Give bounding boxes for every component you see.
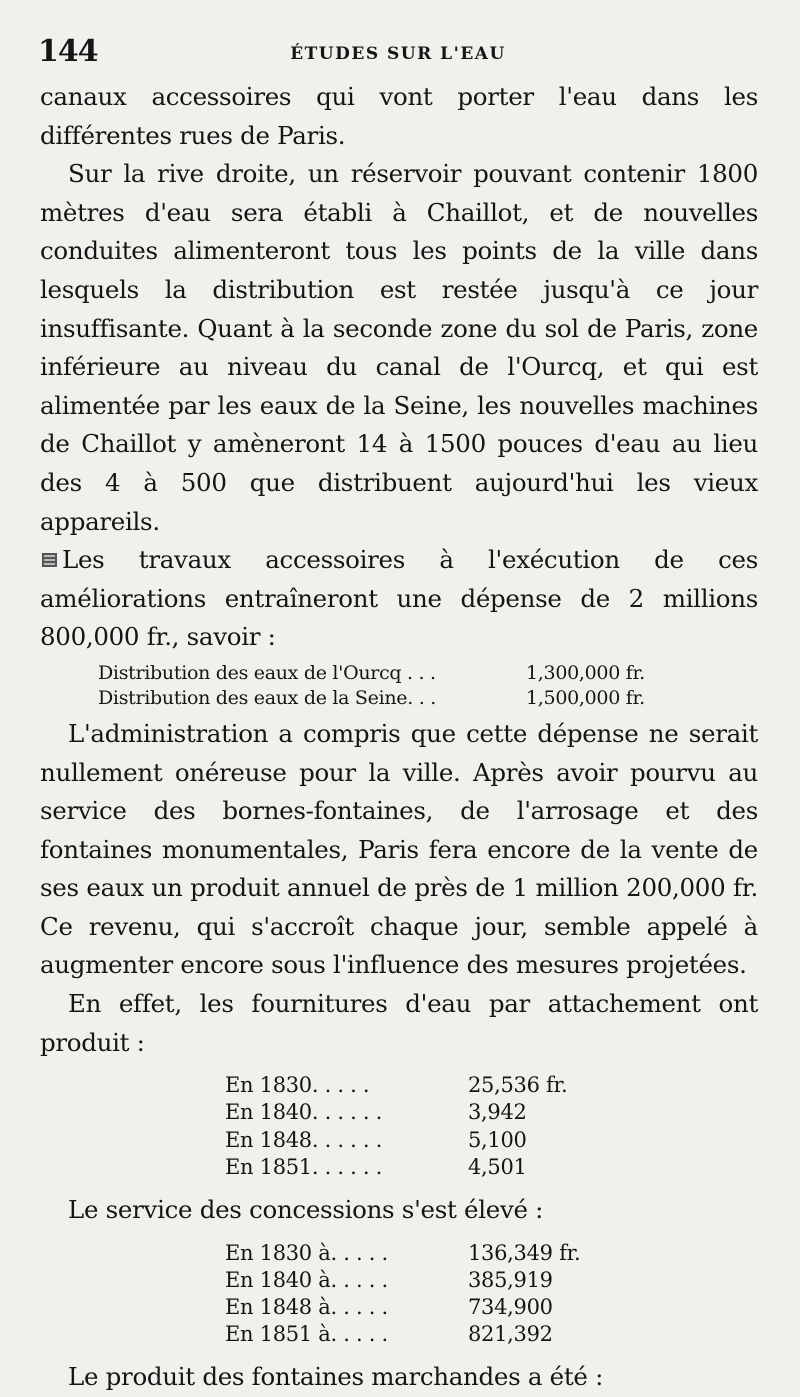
row-amount: 1,500,000 fr. bbox=[526, 686, 645, 709]
row-label: Distribution des eaux de l'Ourcq . . . bbox=[98, 661, 436, 684]
table-row bbox=[225, 1267, 758, 1294]
row-label: Distribution des eaux de la Seine. . . bbox=[98, 686, 436, 709]
row-amount: 136,349 fr. bbox=[468, 1240, 581, 1265]
row-label: En 1840 à. . . . . bbox=[225, 1267, 388, 1292]
paragraph-5: En effet, les fournitures d'eau par attachement ont produit : bbox=[40, 989, 758, 1057]
paragraph-2: Sur la rive droite, un réservoir pouvant contenir 1800 mètres d'eau sera établi à Chaillot, et de nouvelles conduites alimenteront tous les points de la ville dans lesquels la distribution est restée jusqu'à ce jour insuffisante. Quant à la seconde zone du sol de Paris, zone inférieure au niveau du canal de l'Ourcq, et qui est alimentée par les eaux de la Seine, les nouvelles machines de Chaillot y amèneront 14 à 1500 pouces d'eau au lieu des 4 à 500 que distribuent aujourd'hui les vieux appareils. bbox=[40, 159, 758, 536]
row-label: En 1851 à. . . . . bbox=[225, 1322, 388, 1347]
row-amount: 5,100 bbox=[468, 1127, 527, 1152]
fournitures-table bbox=[225, 1072, 758, 1181]
row-amount: 3,942 bbox=[468, 1100, 527, 1125]
concessions-table bbox=[225, 1240, 758, 1349]
paragraph-3-wrapper bbox=[40, 541, 758, 657]
table-row bbox=[225, 1321, 758, 1348]
table-row bbox=[225, 1072, 758, 1099]
row-label: En 1840. . . . . . bbox=[225, 1100, 383, 1125]
distribution-table bbox=[98, 661, 758, 711]
page-number: 144 bbox=[38, 34, 98, 69]
row-label: En 1848 à. . . . . bbox=[225, 1295, 388, 1320]
table-row bbox=[225, 1240, 758, 1267]
table-row bbox=[225, 1294, 758, 1321]
page-header bbox=[38, 34, 758, 74]
running-head: ÉTUDES SUR L'EAU bbox=[290, 44, 506, 64]
body-text bbox=[40, 78, 758, 1397]
paragraph-4: L'administration a compris que cette dépense ne serait nullement onéreuse pour la ville. Après avoir pourvu au service des bornes-fontaines, de l'arrosage et des fontaines monumentales, Paris fera encore de la vente de ses eaux un produit annuel de près de 1 million 200,000 fr. Ce revenu, qui s'accroît chaque jour, semble appelé à augmenter encore sous l'influence des mesures projetées. bbox=[40, 718, 758, 980]
paragraph-7: Le produit des fontaines marchandes a été : bbox=[68, 1362, 604, 1392]
row-label: En 1830 à. . . . . bbox=[225, 1240, 388, 1265]
table-row bbox=[98, 661, 758, 686]
printer-ornament-icon bbox=[40, 543, 60, 563]
row-label: En 1851. . . . . . bbox=[225, 1154, 383, 1179]
row-label: En 1848. . . . . . bbox=[225, 1127, 383, 1152]
row-amount: 734,900 bbox=[468, 1295, 553, 1320]
table-row bbox=[225, 1099, 758, 1126]
row-amount: 821,392 bbox=[468, 1322, 553, 1347]
table-row bbox=[225, 1154, 758, 1181]
row-label: En 1830. . . . . bbox=[225, 1073, 370, 1098]
row-amount: 25,536 fr. bbox=[468, 1073, 568, 1098]
paragraph-6: Le service des concessions s'est élevé : bbox=[68, 1195, 544, 1225]
table-row bbox=[98, 686, 758, 711]
row-amount: 1,300,000 fr. bbox=[526, 661, 645, 684]
row-amount: 4,501 bbox=[468, 1154, 527, 1179]
table-row bbox=[225, 1127, 758, 1154]
paragraph-1: canaux accessoires qui vont porter l'eau dans les différentes rues de Paris. bbox=[40, 82, 758, 150]
paragraph-3: Les travaux accessoires à l'exécution de ces améliorations entraîneront une dépense de 2 millions 800,000 fr., savoir : bbox=[40, 545, 758, 652]
row-amount: 385,919 bbox=[468, 1267, 553, 1292]
